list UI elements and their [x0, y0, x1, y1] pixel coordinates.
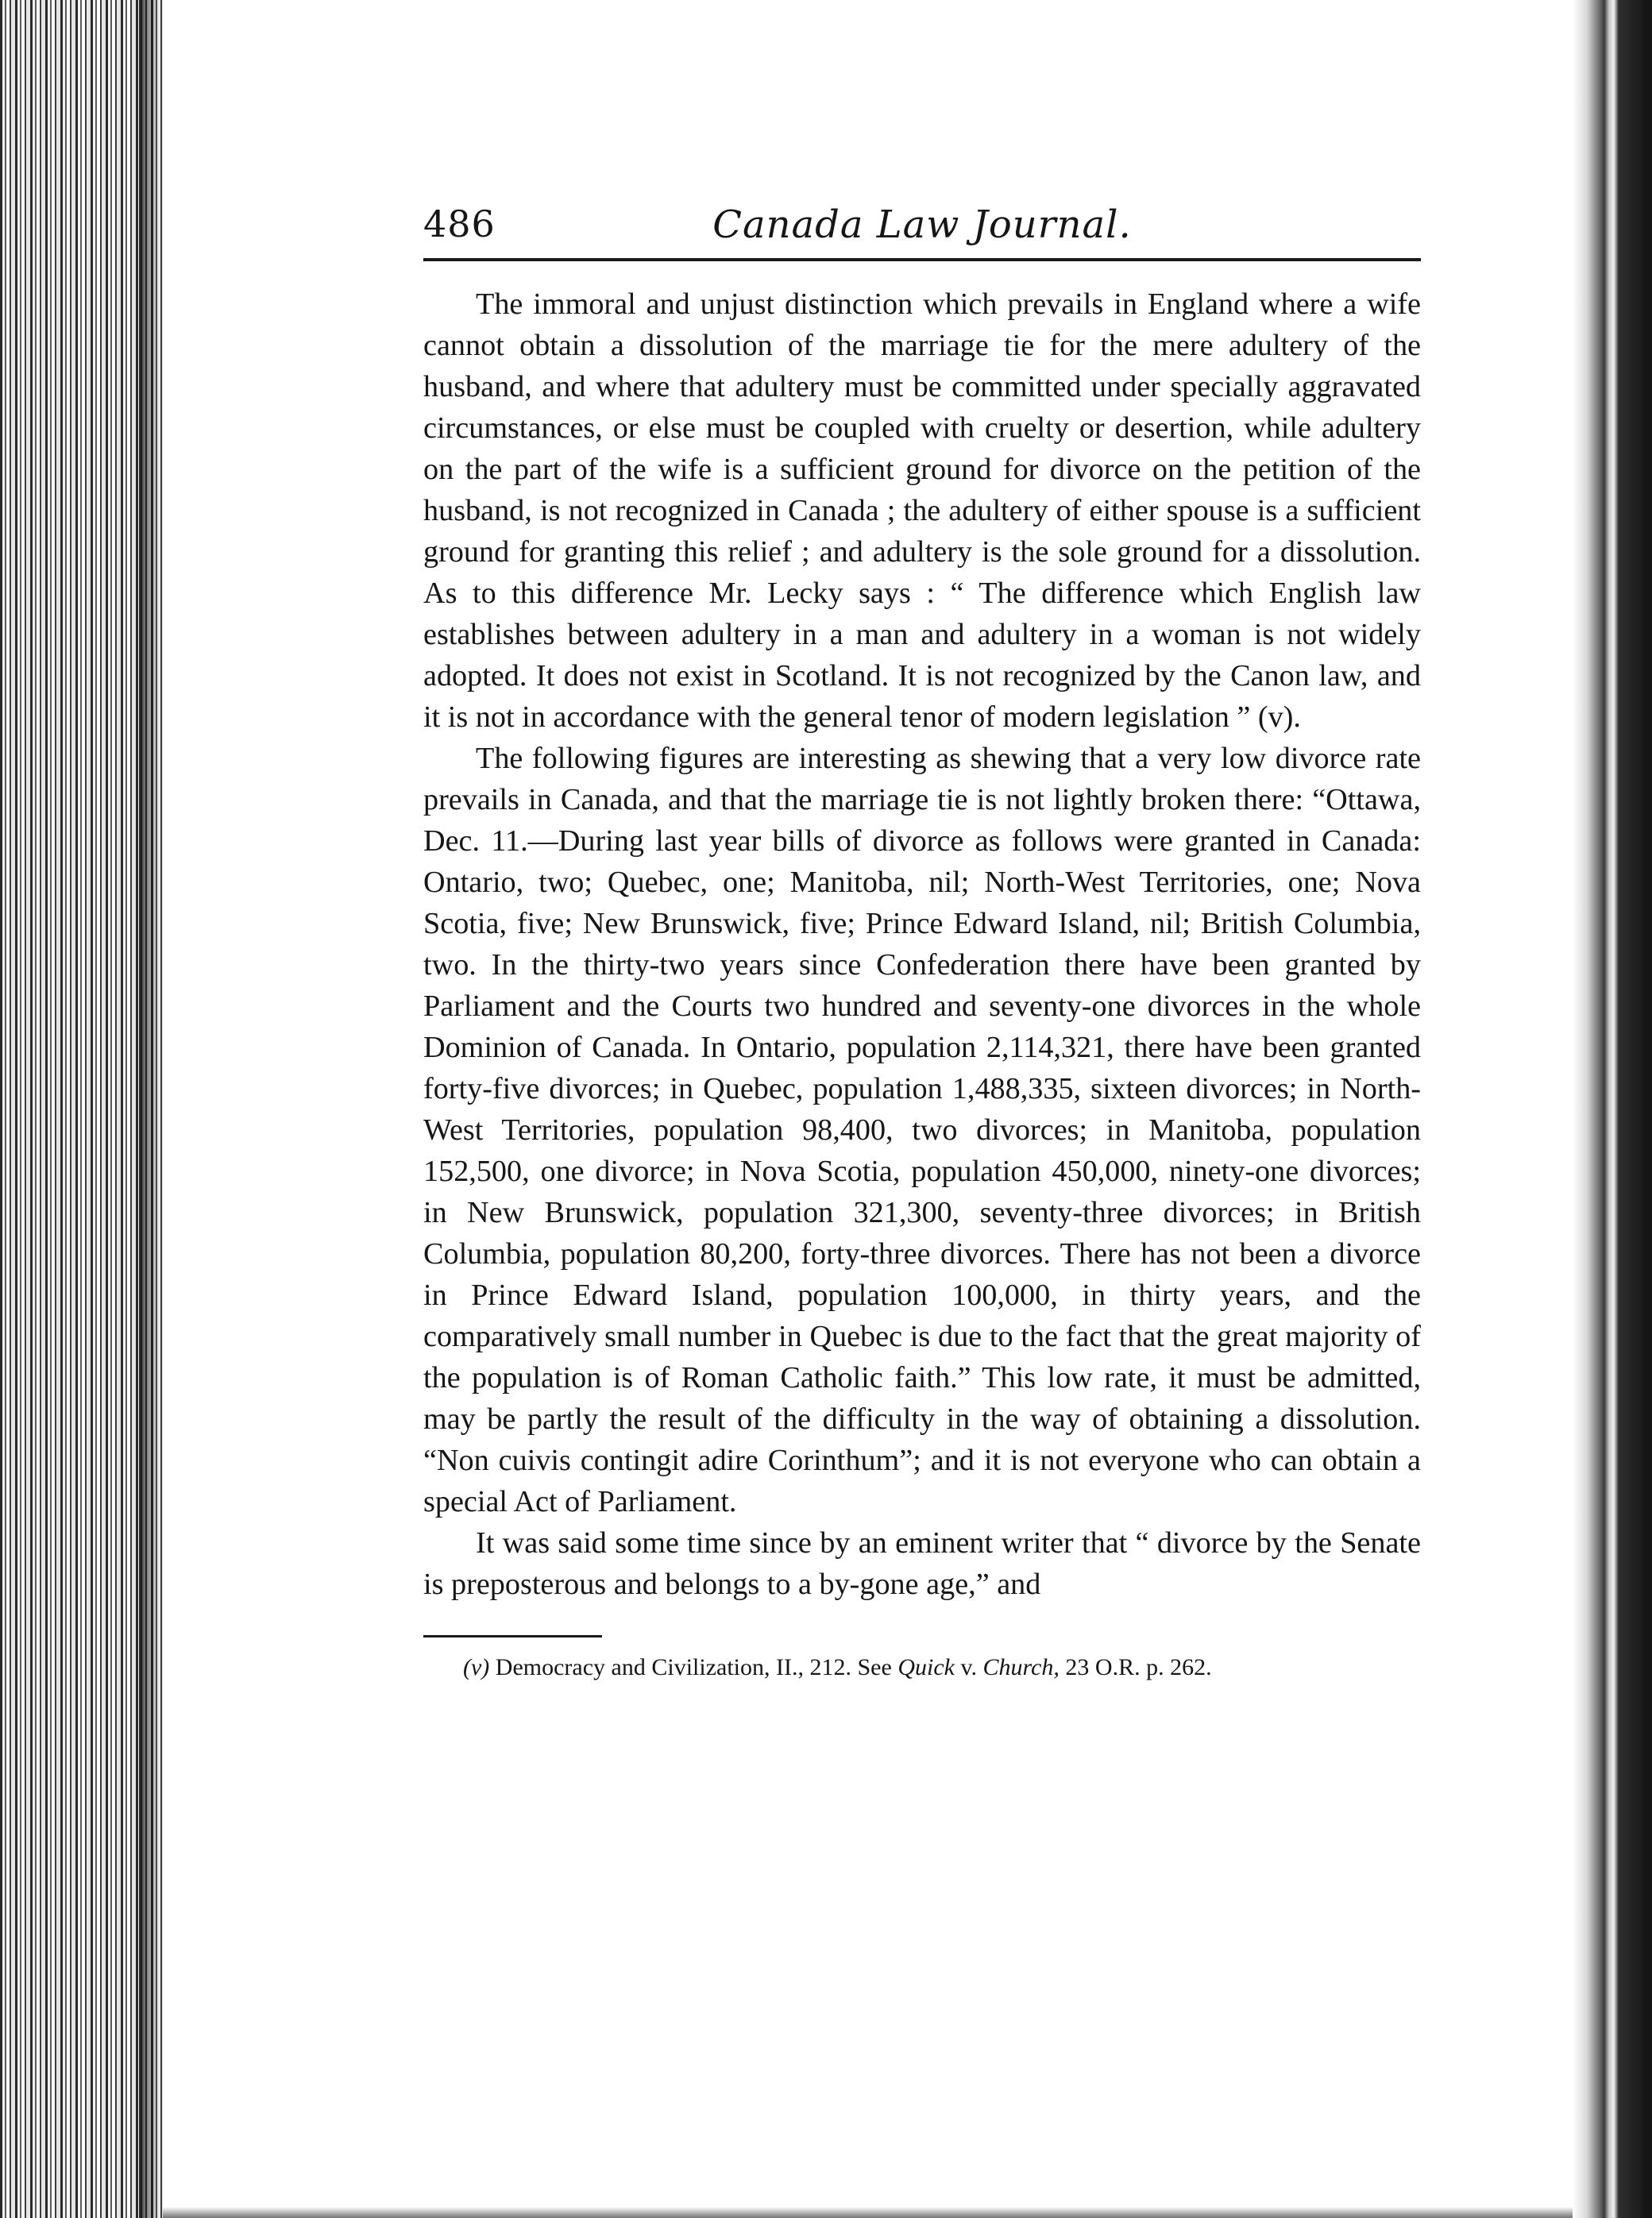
footnote-marker: (v) [463, 1654, 490, 1680]
paragraph-1: The immoral and unjust distinction which prevails in England where a wife cannot obtain a dissolution of the marriage tie for the mere adultery of the husband, and where that adultery must be committed under specially aggravated circumstances, or else must be coupled with cruelty or desertion, while adultery on the part of the wife is a sufficient ground for divorce on the petition of the husband, is not recognized in Canada ; the adultery of either spouse is a sufficient ground for granting this relief ; and adultery is the sole ground for a dissolution. As to this difference Mr. Lecky says : “ The difference which English law establishes between adultery in a man and adultery in a woman is not widely adopted. It does not exist in Scotland. It is not recognized by the Canon law, and it is not in accordance with the general tenor of modern legislation ” (v). [423, 287, 1421, 734]
scan-binding-edge [0, 0, 163, 2218]
page-number: 486 [423, 203, 496, 245]
article-body [423, 284, 1421, 1605]
footnote [423, 1652, 1421, 1684]
footnote-divider [423, 1635, 602, 1637]
paragraph-2: The following figures are interesting as shewing that a very low divorce rate prevails in Canada, and that the marriage tie is not lightly broken there: “Ottawa, Dec. 11.—During last year bills of divorce as follows were granted in Canada: Ontario, two; Quebec, one; Manitoba, nil; North-West Territories, one; Nova Scotia, five; New Brunswick, five; Prince Edward Island, nil; British Columbia, two. In the thirty-two years since Confederation there have been granted by Parliament and the Courts two hundred and seventy-one divorces in the whole Dominion of Canada. In Ontario, population 2,114,321, there have been granted forty-five divorces; in Quebec, population 1,488,335, sixteen divorces; in North-West Territories, population 98,400, two divorces; in Manitoba, population 152,500, one divorce; in Nova Scotia, population 450,000, ninety-one divorces; in New Brunswick, population 321,300, seventy-three divorces; in British Columbia, population 80,200, forty-three divorces. There has not been a divorce in Prince Edward Island, population 100,000, in thirty years, and the comparatively small number in Quebec is due to the fact that the great majority of the population is of Roman Catholic faith.” This low rate, it must be admitted, may be partly the result of the difficulty in the way of obtaining a dissolution. “Non cuivis contingit adire Corinthum”; and it is not everyone who can obtain a special Act of Parliament. [423, 742, 1421, 1518]
paragraph-3: It was said some time since by an eminent writer that “ divorce by the Senate is preposterous and belongs to a by-gone age,” and [423, 1526, 1421, 1601]
journal-page [423, 203, 1421, 1684]
running-header [423, 203, 1421, 261]
footnote-case-v: v. [960, 1654, 978, 1680]
footnote-case-plaintiff: Quick [897, 1654, 955, 1680]
scan-bottom-edge [163, 2207, 1573, 2218]
footnote-citation: Democracy and Civilization, II., 212. See [495, 1654, 892, 1680]
scan-page-edge [1573, 0, 1652, 2218]
footnote-case-defendant: Church, [982, 1654, 1060, 1680]
journal-title: Canada Law Journal. [712, 203, 1132, 247]
footnote-report: 23 O.R. p. 262. [1065, 1654, 1212, 1680]
